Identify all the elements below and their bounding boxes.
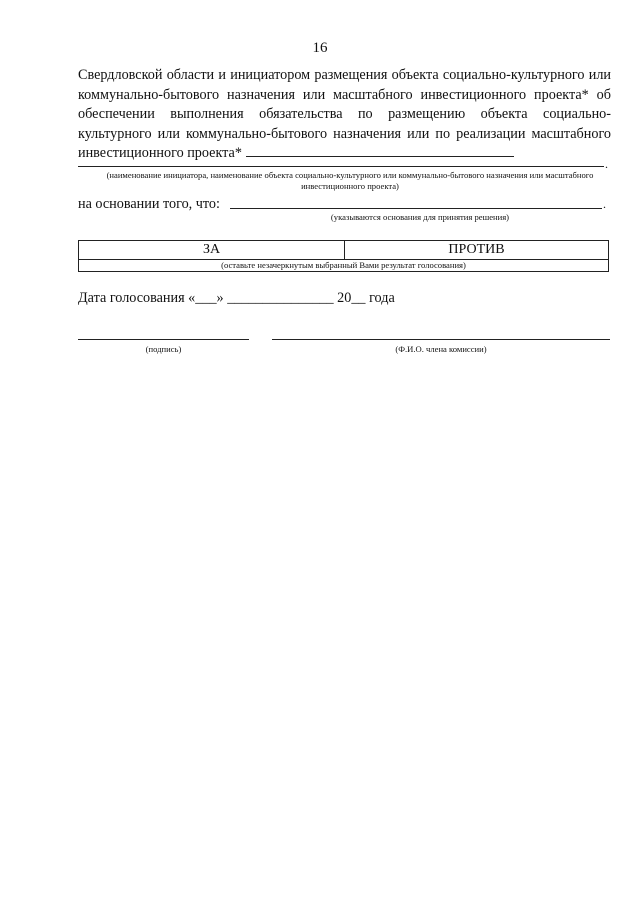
vote-for-cell[interactable]: ЗА — [79, 241, 345, 260]
form-paragraph — [78, 66, 611, 164]
paragraph-text: Свердловской области и инициатором размещения объекта социально-культурного или коммунально-бытового назначения или масштабного инвестиционного проекта* об обеспечении выполнения обязательства по размещению объекта социально-культурного или коммунально-бытового назначения или по реализации масштабного инвестиционного проекта* — [78, 67, 611, 162]
vote-against-cell[interactable]: ПРОТИВ — [345, 241, 609, 260]
signature-hint: (подпись) — [145, 344, 182, 354]
signature-line[interactable] — [78, 339, 249, 340]
project-name-fill-line[interactable] — [246, 144, 514, 157]
voting-date-line[interactable]: Дата голосования «___» _______________ 20__ года — [78, 290, 395, 306]
basis-line-end-dot: . — [603, 197, 606, 211]
commission-member-name-line[interactable] — [272, 339, 610, 340]
basis-hint: (указываются основания для принятия решения) — [330, 212, 510, 222]
page-number: 16 — [312, 40, 328, 56]
commission-member-name-hint: (Ф.И.О. члена комиссии) — [395, 344, 487, 354]
basis-fill-line[interactable] — [230, 208, 602, 209]
initiator-fill-line[interactable] — [78, 166, 604, 167]
initiator-hint: (наименование инициатора, наименование объекта социально-культурного или коммунально-бытового назначения или масштабного инвестиционного проекта) — [106, 170, 594, 191]
vote-table — [78, 240, 609, 272]
line-end-dot: . — [605, 157, 608, 171]
vote-instruction: (оставьте незачеркнутым выбранный Вами результат голосования) — [79, 260, 609, 272]
basis-label: на основании того, что: — [78, 196, 220, 212]
